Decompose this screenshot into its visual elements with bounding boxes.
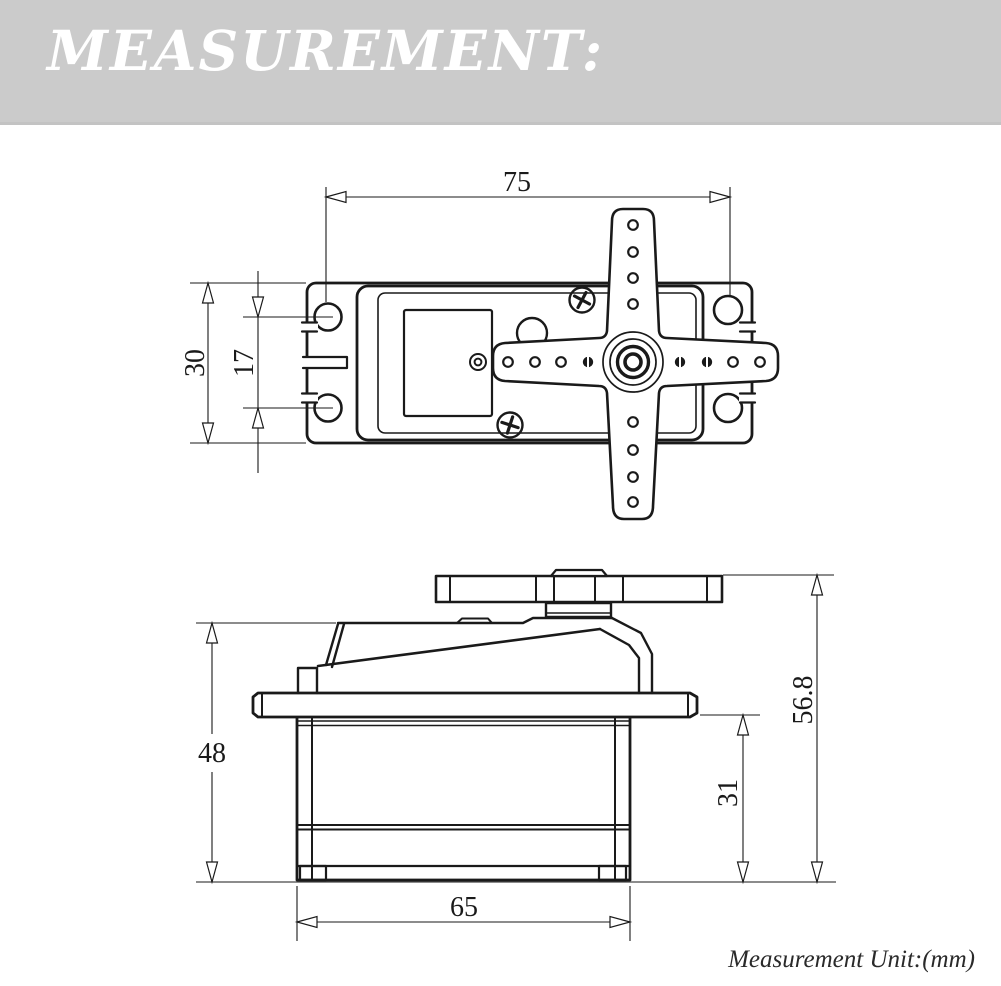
housing-left-step [298, 668, 317, 693]
side-view [196, 570, 836, 941]
arrowhead [203, 283, 214, 303]
arrowhead [297, 917, 317, 928]
label-plate [404, 310, 492, 416]
dim-label-75: 75 [503, 167, 531, 198]
servo-horn-cross [493, 209, 778, 519]
lower-case-body [297, 715, 630, 880]
shaft-mount-base [546, 603, 611, 617]
mount-flange [253, 693, 697, 717]
housing-right-slope-outer [612, 618, 652, 693]
housing-right-slope-inner [600, 629, 639, 693]
slot-eraser [303, 358, 346, 367]
arrowhead [207, 862, 218, 882]
arrowhead [738, 862, 749, 882]
output-shaft-and-horn [436, 570, 722, 617]
notch-eraser [301, 323, 318, 332]
dim-label-65: 65 [450, 892, 478, 923]
arrowhead [326, 192, 346, 203]
arrowhead [812, 575, 823, 595]
dim-label-30: 30 [180, 349, 211, 377]
flange-outline [253, 693, 697, 717]
horn-bar-side [436, 576, 722, 602]
arrowhead [253, 408, 264, 428]
notch-eraser [301, 394, 318, 403]
housing-roof-diagonal [318, 629, 600, 666]
arrowhead [253, 297, 264, 317]
arrowhead [710, 192, 730, 203]
arrowhead [610, 917, 630, 928]
notch-eraser [739, 394, 756, 403]
arrowhead [203, 423, 214, 443]
dim-65 [297, 886, 630, 941]
dim-31 [700, 715, 760, 882]
arrowhead [207, 623, 218, 643]
gear-housing [298, 618, 652, 693]
dim-label-17: 17 [229, 349, 260, 377]
housing-left-slant-face [326, 624, 344, 667]
arrowhead [738, 715, 749, 735]
case-box [297, 715, 630, 880]
page-title: MEASUREMENT: [47, 18, 605, 83]
arrowhead [812, 862, 823, 882]
unit-note: Measurement Unit:(mm) [728, 946, 975, 973]
dim-label-31: 31 [713, 779, 744, 807]
dim-label-48: 48 [198, 738, 226, 769]
top-view [180, 167, 778, 519]
notch-eraser [739, 323, 756, 332]
dim-label-56-8: 56.8 [788, 675, 819, 725]
shaft-cap [551, 570, 607, 576]
